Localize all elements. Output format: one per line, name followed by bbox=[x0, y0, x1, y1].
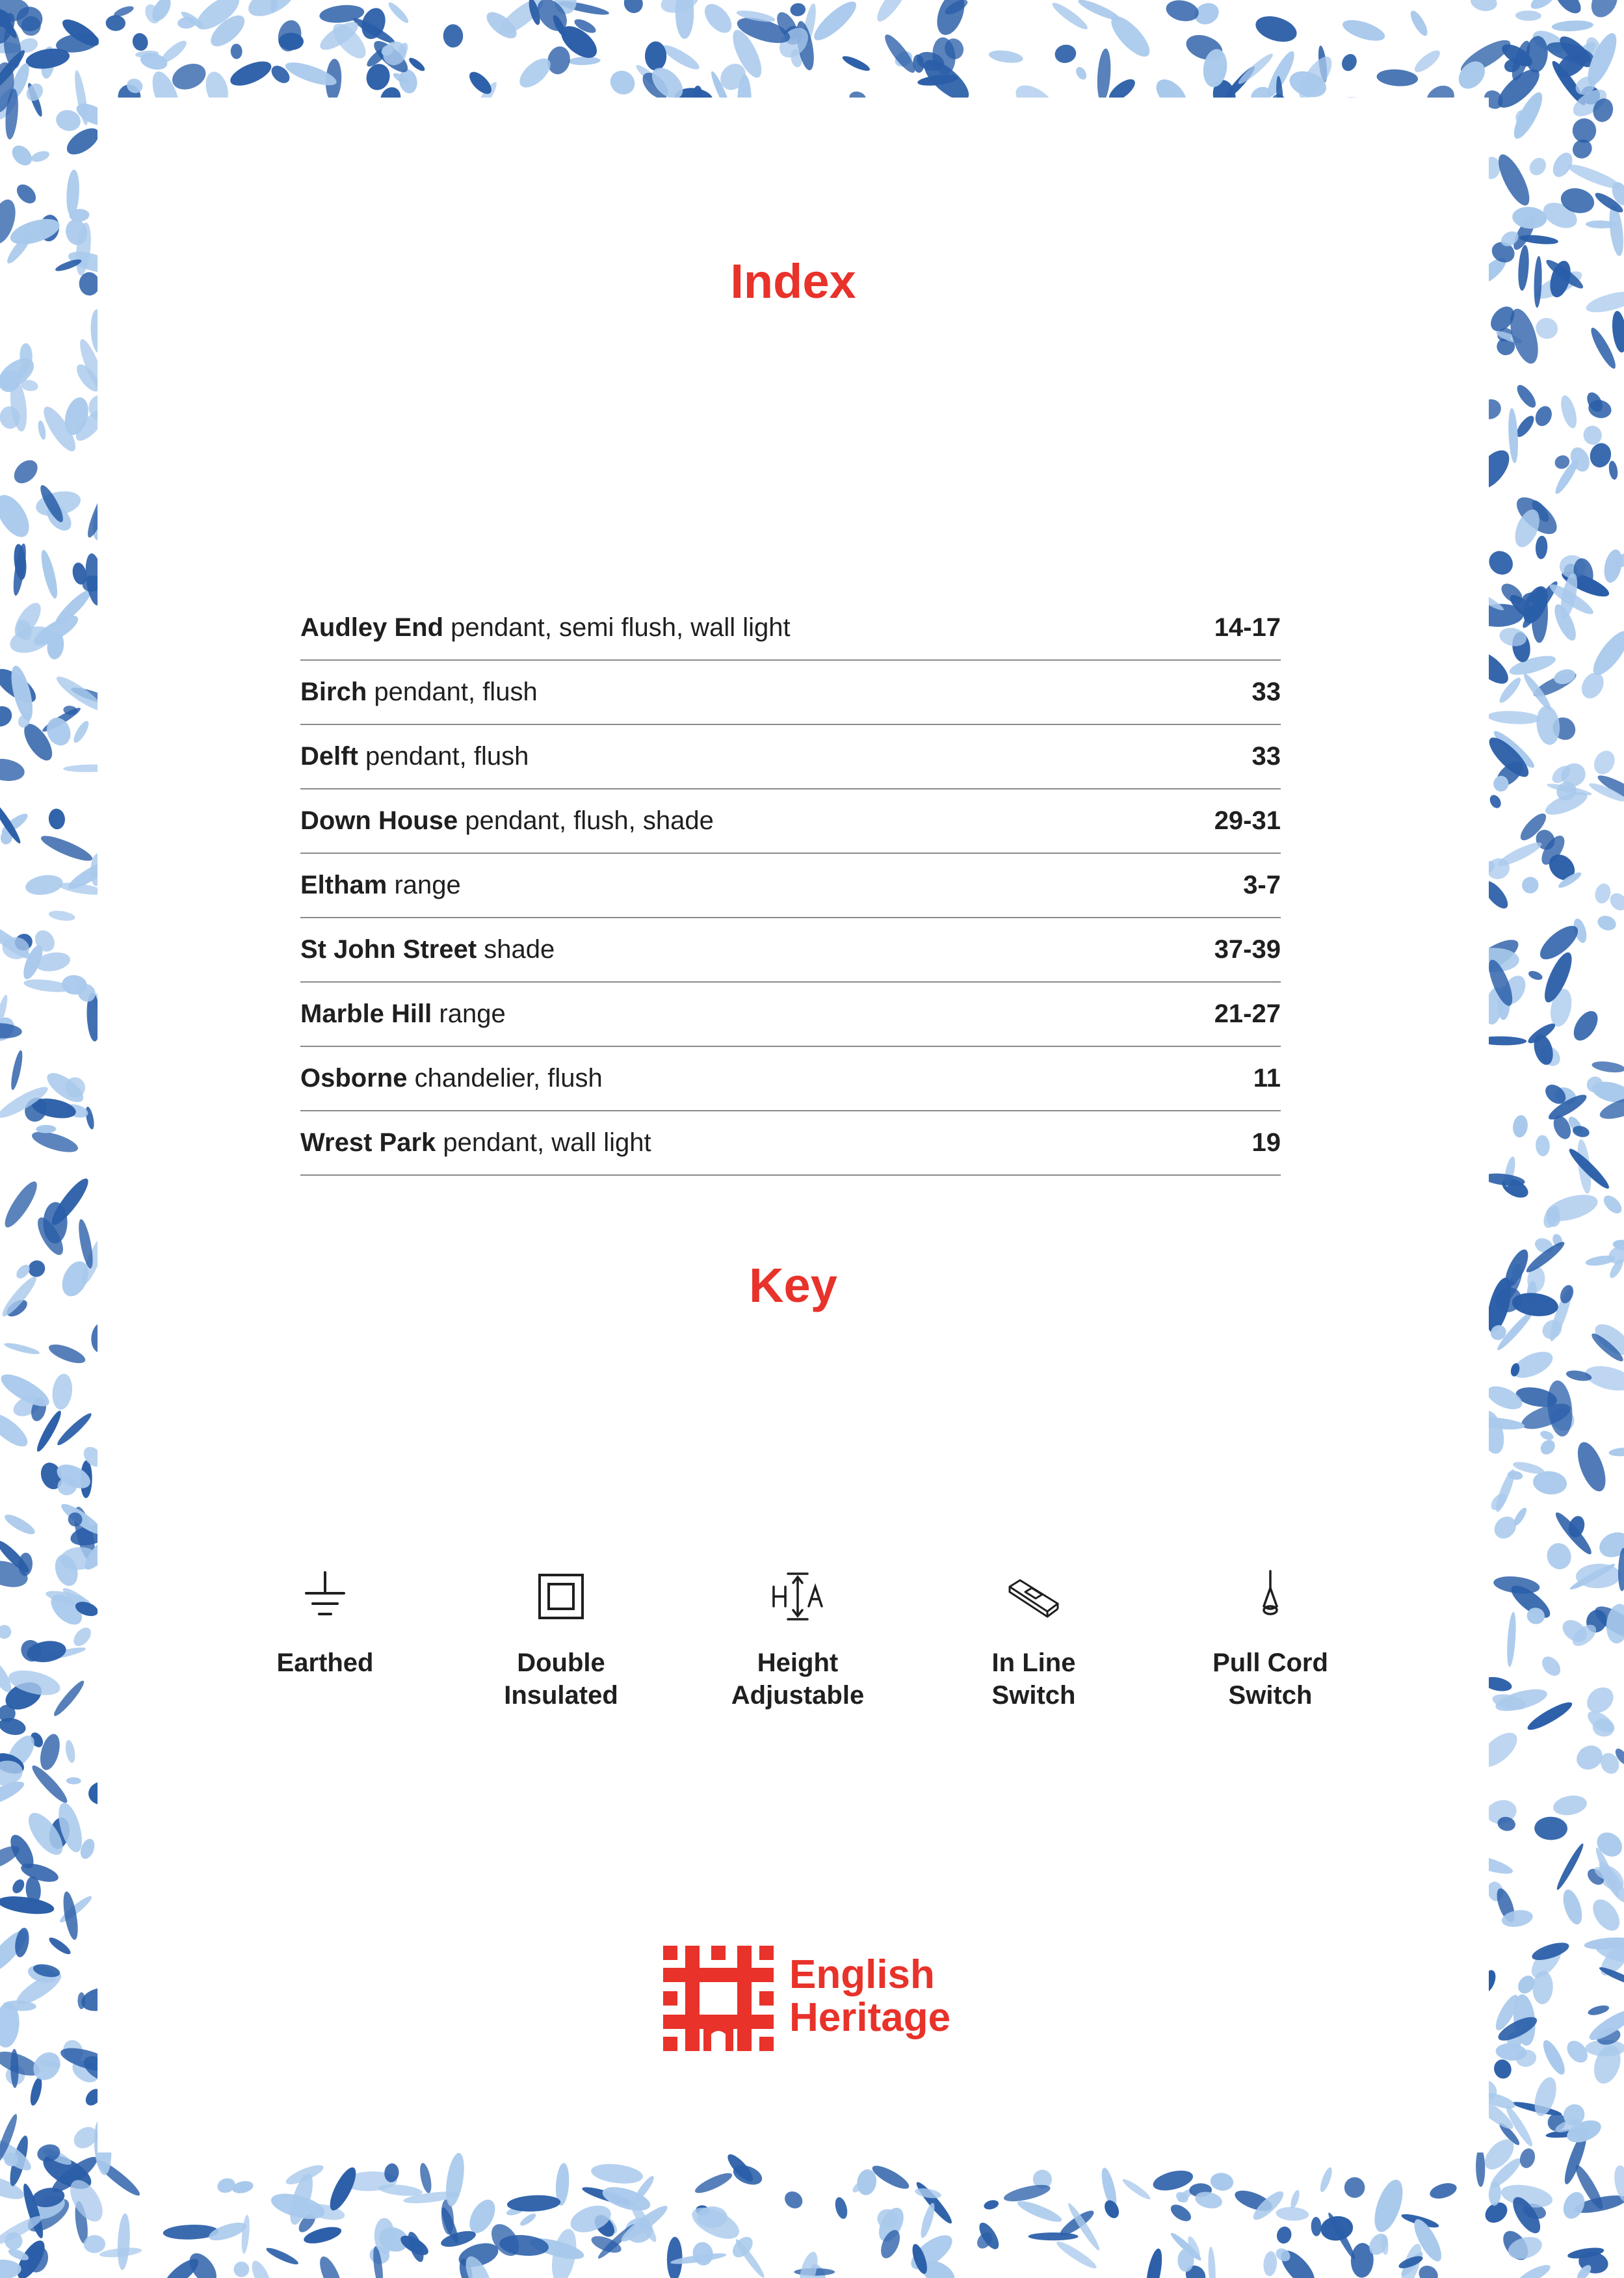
key-label-line2: Adjustable bbox=[731, 1681, 865, 1710]
index-row bbox=[300, 725, 1281, 789]
key-label-line2: Insulated bbox=[504, 1681, 618, 1710]
index-entry-pages: 19 bbox=[1251, 1128, 1281, 1157]
key-label-line1: Double bbox=[517, 1649, 605, 1677]
border-petal bbox=[645, 42, 666, 71]
key-label-line2: Switch bbox=[991, 1681, 1076, 1710]
index-entry-pages: 3-7 bbox=[1243, 871, 1281, 899]
index-entry-pages: 11 bbox=[1253, 1064, 1281, 1093]
index-entry-desc: shade bbox=[484, 935, 555, 964]
key-item-earthed bbox=[228, 1569, 423, 1679]
key-item-height-adjustable bbox=[700, 1569, 895, 1712]
english-heritage-logo bbox=[663, 1946, 975, 2056]
index-row bbox=[300, 918, 1281, 983]
index-entry-desc: pendant, wall light bbox=[443, 1128, 651, 1157]
index-row bbox=[300, 1111, 1281, 1176]
heritage-castle-mark-icon bbox=[663, 1946, 774, 2051]
key-item-double-insulated bbox=[464, 1569, 659, 1712]
index-entry-desc: pendant, flush bbox=[365, 742, 529, 771]
key-label-line2: Switch bbox=[1228, 1681, 1313, 1710]
index-entry-pages: 14-17 bbox=[1214, 613, 1281, 642]
logo-text-line1: English bbox=[789, 1952, 935, 1997]
index-entry-name: Audley End bbox=[300, 613, 444, 642]
index-row bbox=[300, 789, 1281, 854]
index-entry-name: Marble Hill bbox=[300, 1000, 432, 1028]
logo-text-line2: Heritage bbox=[789, 1995, 951, 2040]
index-row bbox=[300, 983, 1281, 1047]
index-entry-desc: range bbox=[439, 1000, 506, 1028]
index-entry-pages: 33 bbox=[1251, 742, 1281, 771]
key-legend bbox=[98, 1569, 1489, 1725]
index-entry-desc: pendant, flush bbox=[374, 678, 538, 706]
key-title: Key bbox=[749, 1258, 837, 1312]
content-panel bbox=[98, 98, 1489, 2152]
pull-cord-switch-icon bbox=[1242, 1569, 1298, 1624]
index-entry-name: Eltham bbox=[300, 871, 387, 899]
index-row bbox=[300, 1047, 1281, 1111]
index-entry-name: Birch bbox=[300, 678, 367, 706]
key-label-line1: Earthed bbox=[276, 1649, 374, 1677]
key-label-line1: Height bbox=[757, 1649, 839, 1677]
index-row bbox=[300, 854, 1281, 918]
index-list bbox=[300, 596, 1281, 1176]
height-adjustable-icon bbox=[770, 1569, 826, 1624]
index-entry-desc: pendant, semi flush, wall light bbox=[451, 613, 791, 642]
double-insulated-icon bbox=[533, 1569, 589, 1624]
index-entry-name: Delft bbox=[300, 742, 358, 771]
index-entry-name: St John Street bbox=[300, 935, 477, 964]
key-item-in-line-switch bbox=[936, 1569, 1131, 1712]
index-entry-desc: chandelier, flush bbox=[414, 1064, 603, 1093]
border-petal bbox=[1028, 2232, 1079, 2240]
index-entry-pages: 21-27 bbox=[1214, 1000, 1281, 1028]
index-entry-pages: 33 bbox=[1251, 678, 1281, 706]
key-item-pull-cord-switch bbox=[1173, 1569, 1368, 1712]
index-entry-pages: 37-39 bbox=[1214, 935, 1281, 964]
index-entry-name: Down House bbox=[300, 806, 458, 835]
earthed-icon bbox=[297, 1569, 353, 1624]
index-entry-desc: range bbox=[394, 871, 461, 899]
index-entry-desc: pendant, flush, shade bbox=[465, 806, 714, 835]
index-entry-name: Osborne bbox=[300, 1064, 408, 1093]
index-title: Index bbox=[730, 254, 856, 308]
key-label-line1: In Line bbox=[991, 1649, 1076, 1677]
key-label-line1: Pull Cord bbox=[1212, 1649, 1328, 1677]
index-entry-pages: 29-31 bbox=[1214, 806, 1281, 835]
index-entry-name: Wrest Park bbox=[300, 1128, 436, 1157]
index-row bbox=[300, 661, 1281, 725]
in-line-switch-icon bbox=[1006, 1569, 1062, 1624]
index-row bbox=[300, 596, 1281, 661]
